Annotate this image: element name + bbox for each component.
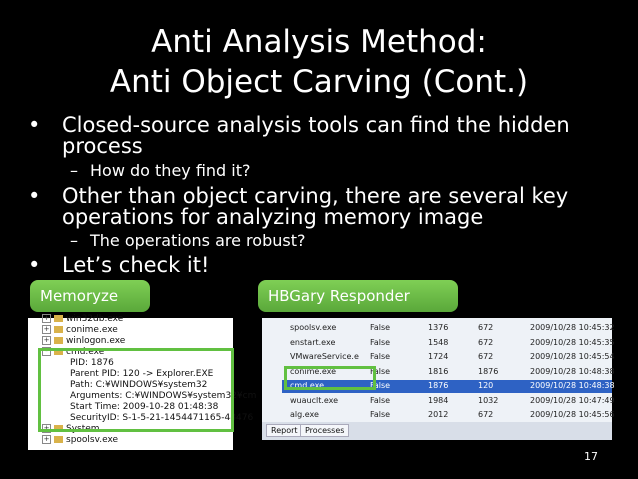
cell-name: enstart.exe (290, 337, 336, 347)
bullet-dot: • (28, 253, 41, 277)
cell-time: 2009/10/28 10:45:56 (530, 410, 615, 419)
responder-tab-bar (262, 422, 612, 440)
cell-ppid: 1876 (478, 366, 499, 376)
cell-name: alg.exe (290, 410, 319, 419)
tree-item-label: Arguments: C:¥WINDOWS¥system32¥cm (70, 391, 257, 401)
tree-item-label: conime.exe (66, 325, 118, 335)
cell-time: 2009/10/28 10:47:49 (530, 395, 615, 405)
cell-hidden: False (370, 395, 391, 405)
hbgary-responder-label: HBGary Responder (258, 280, 458, 312)
responder-highlight-box (284, 366, 376, 390)
cell-pid: 1724 (428, 352, 449, 361)
tree-item-label: Parent PID: 120 -> Explorer.EXE (70, 369, 214, 379)
tree-item-label: Path: C:¥WINDOWS¥system32 (70, 380, 208, 390)
cell-hidden: False (370, 337, 391, 347)
tree-item-label: SecurityID: S-1-5-21-1454471165-48476 (70, 413, 254, 423)
expand-icon[interactable]: + (43, 314, 50, 322)
cell-ppid: 672 (478, 323, 494, 332)
tree-item[interactable] (42, 336, 125, 346)
cell-hidden: False (370, 323, 391, 332)
cell-hidden: False (370, 352, 391, 361)
folder-icon (54, 436, 63, 443)
cell-ppid: 672 (478, 410, 494, 419)
cell-hidden: False (370, 381, 391, 390)
sub-bullet-2-text: The operations are robust? (90, 231, 306, 250)
cell-name: VMwareService.e (290, 352, 359, 361)
cell-ppid: 120 (478, 381, 494, 390)
cell-hidden: False (370, 366, 391, 376)
cell-time: 2009/10/28 10:45:35 (530, 337, 615, 347)
cell-pid: 1376 (428, 323, 449, 332)
tree-item-label: spoolsv.exe (66, 435, 119, 445)
slide-title-line1: Anti Analysis Method: (151, 24, 487, 60)
tree-item-label: cmd.exe (66, 347, 105, 357)
cell-name: spoolsv.exe (290, 323, 337, 332)
sub-bullet-1 (70, 161, 251, 180)
tab-processes[interactable]: Processes (300, 424, 349, 437)
tree-item[interactable] (42, 314, 123, 324)
bullet-3-line1: Let’s check it! (62, 253, 210, 277)
expand-icon[interactable]: + (43, 435, 50, 443)
cell-time: 2009/10/28 10:45:32 (530, 323, 615, 332)
folder-icon (54, 315, 63, 322)
cell-time: 2009/10/28 10:48:38 (530, 366, 615, 376)
bullet-dot: • (28, 184, 41, 208)
bullet-1-line2: process (62, 134, 143, 158)
tab-report[interactable]: Report (266, 424, 303, 437)
bullet-1-line1: Closed-source analysis tools can find the hidden (62, 113, 570, 137)
dash-symbol: – (70, 161, 78, 180)
cell-time: 2009/10/28 10:48:38 (530, 381, 615, 390)
tree-item[interactable] (42, 435, 118, 445)
cell-pid: 1984 (428, 395, 449, 405)
table-row[interactable] (282, 322, 615, 335)
cell-pid: 1816 (428, 366, 449, 376)
sub-bullet-1-text: How do they find it? (90, 161, 251, 180)
folder-icon (54, 326, 63, 333)
memoryze-highlight-box (38, 348, 234, 432)
bullet-2-line2: operations for analyzing memory image (62, 205, 484, 229)
tree-item-label: PID: 1876 (70, 358, 114, 368)
tree-item[interactable] (42, 325, 118, 335)
table-row[interactable] (282, 351, 615, 364)
cell-ppid: 672 (478, 352, 494, 361)
expand-icon[interactable]: + (43, 424, 50, 432)
tree-item-label: System (66, 424, 100, 434)
collapse-icon[interactable]: - (42, 347, 51, 356)
dash-symbol: – (70, 231, 78, 250)
cell-ppid: 1032 (478, 395, 499, 405)
memoryze-label: Memoryze (30, 280, 150, 312)
cell-ppid: 672 (478, 337, 494, 347)
cell-pid: 2012 (428, 410, 449, 419)
cell-name: wuauclt.exe (290, 395, 339, 405)
folder-icon (54, 337, 63, 344)
page-number: 17 (584, 450, 598, 463)
cell-pid: 1876 (428, 381, 449, 390)
cell-name: conime.exe (290, 366, 337, 376)
sub-bullet-2 (70, 231, 305, 250)
cell-name: cmd.exe (290, 381, 325, 390)
cell-hidden: False (370, 410, 391, 419)
table-row[interactable] (282, 409, 615, 422)
cell-time: 2009/10/28 10:45:54 (530, 352, 615, 361)
expand-icon[interactable]: + (43, 336, 50, 344)
bullet-dot: • (28, 113, 41, 137)
cell-pid: 1548 (428, 337, 449, 347)
table-row[interactable] (282, 395, 615, 408)
bullet-2-line1: Other than object carving, there are several key (62, 184, 569, 208)
tree-item-label: Start Time: 2009-10-28 01:48:38 (70, 402, 219, 412)
tree-item-label: win32db.exe (66, 314, 124, 324)
expand-icon[interactable]: + (43, 325, 50, 333)
table-row[interactable] (282, 337, 615, 350)
slide-title-line2: Anti Object Carving (Cont.) (109, 64, 529, 100)
tree-item-label: winlogon.exe (66, 336, 126, 346)
